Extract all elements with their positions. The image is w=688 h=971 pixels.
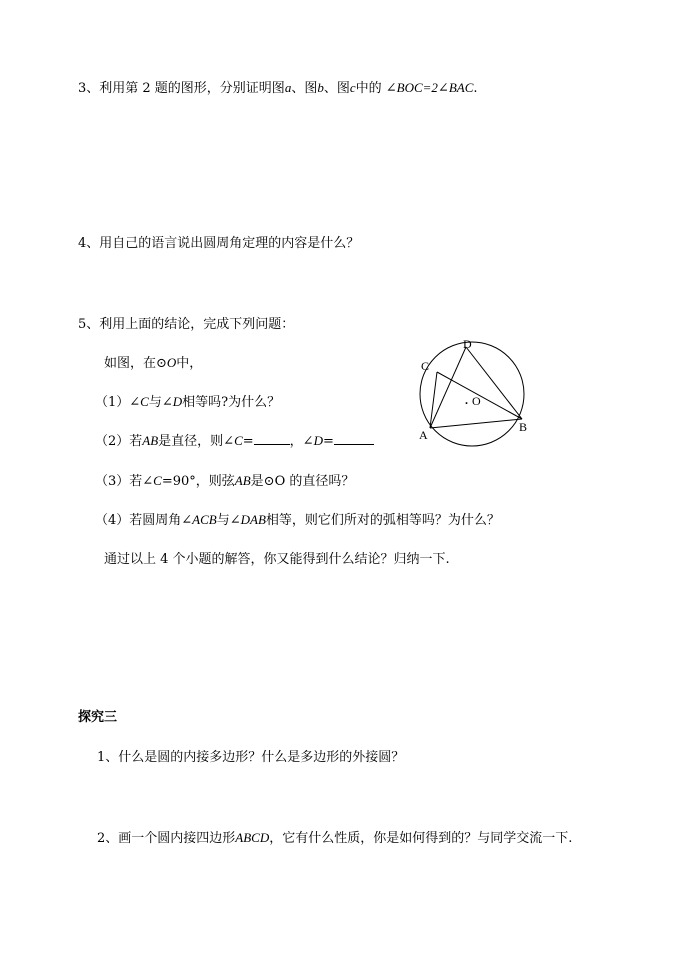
- chord-db: [466, 347, 522, 419]
- question-5-intro: 5、利用上面的结论，完成下列问题：: [78, 317, 295, 332]
- question-5-part-1: （1）∠C与∠D相等吗?为什么？: [95, 394, 281, 410]
- question-3: 3、利用第 2 题的图形，分别证明图a、图b、图c中的 ∠BOC=2∠BAC.: [78, 80, 478, 96]
- question-5-summary: 通过以上 4 个小题的解答，你又能得到什么结论？归纳一下.: [104, 552, 450, 567]
- question-5-part-4: （4）若圆周角∠ACB与∠DAB相等，则它们所对的弧相等吗？为什么？: [95, 512, 500, 528]
- section-heading-3: 探究三: [78, 710, 118, 725]
- label-c: C: [421, 359, 430, 373]
- question-5-part-2: （2）若AB是直径，则∠C= ，∠D=: [95, 432, 374, 451]
- answer-blank-c[interactable]: [254, 432, 290, 445]
- question-5-part-3: （3）若∠C=90°，则弦AB是⊙O 的直径吗？: [95, 473, 355, 489]
- section-3-question-1: 1、什么是圆的内接多边形？什么是多边形的外接圆？: [97, 750, 405, 765]
- label-a: A: [419, 428, 428, 442]
- section-3-question-2: 2、画一个圆内接四边形ABCD，它有什么性质，你是如何得到的？与同学交流一下.: [97, 830, 573, 846]
- center-dot: .: [465, 393, 468, 407]
- answer-blank-d[interactable]: [334, 432, 374, 445]
- label-o: O: [472, 394, 481, 408]
- question-5-figure-text: 如图，在⊙O中，: [104, 355, 203, 371]
- question-4: 4、用自己的语言说出圆周角定理的内容是什么？: [78, 236, 360, 251]
- chord-ab: [430, 419, 522, 428]
- formula-boc: ∠BOC=2∠BAC: [385, 80, 474, 95]
- label-b: B: [519, 420, 528, 434]
- circle-figure: [412, 332, 552, 462]
- label-d: D: [463, 337, 472, 351]
